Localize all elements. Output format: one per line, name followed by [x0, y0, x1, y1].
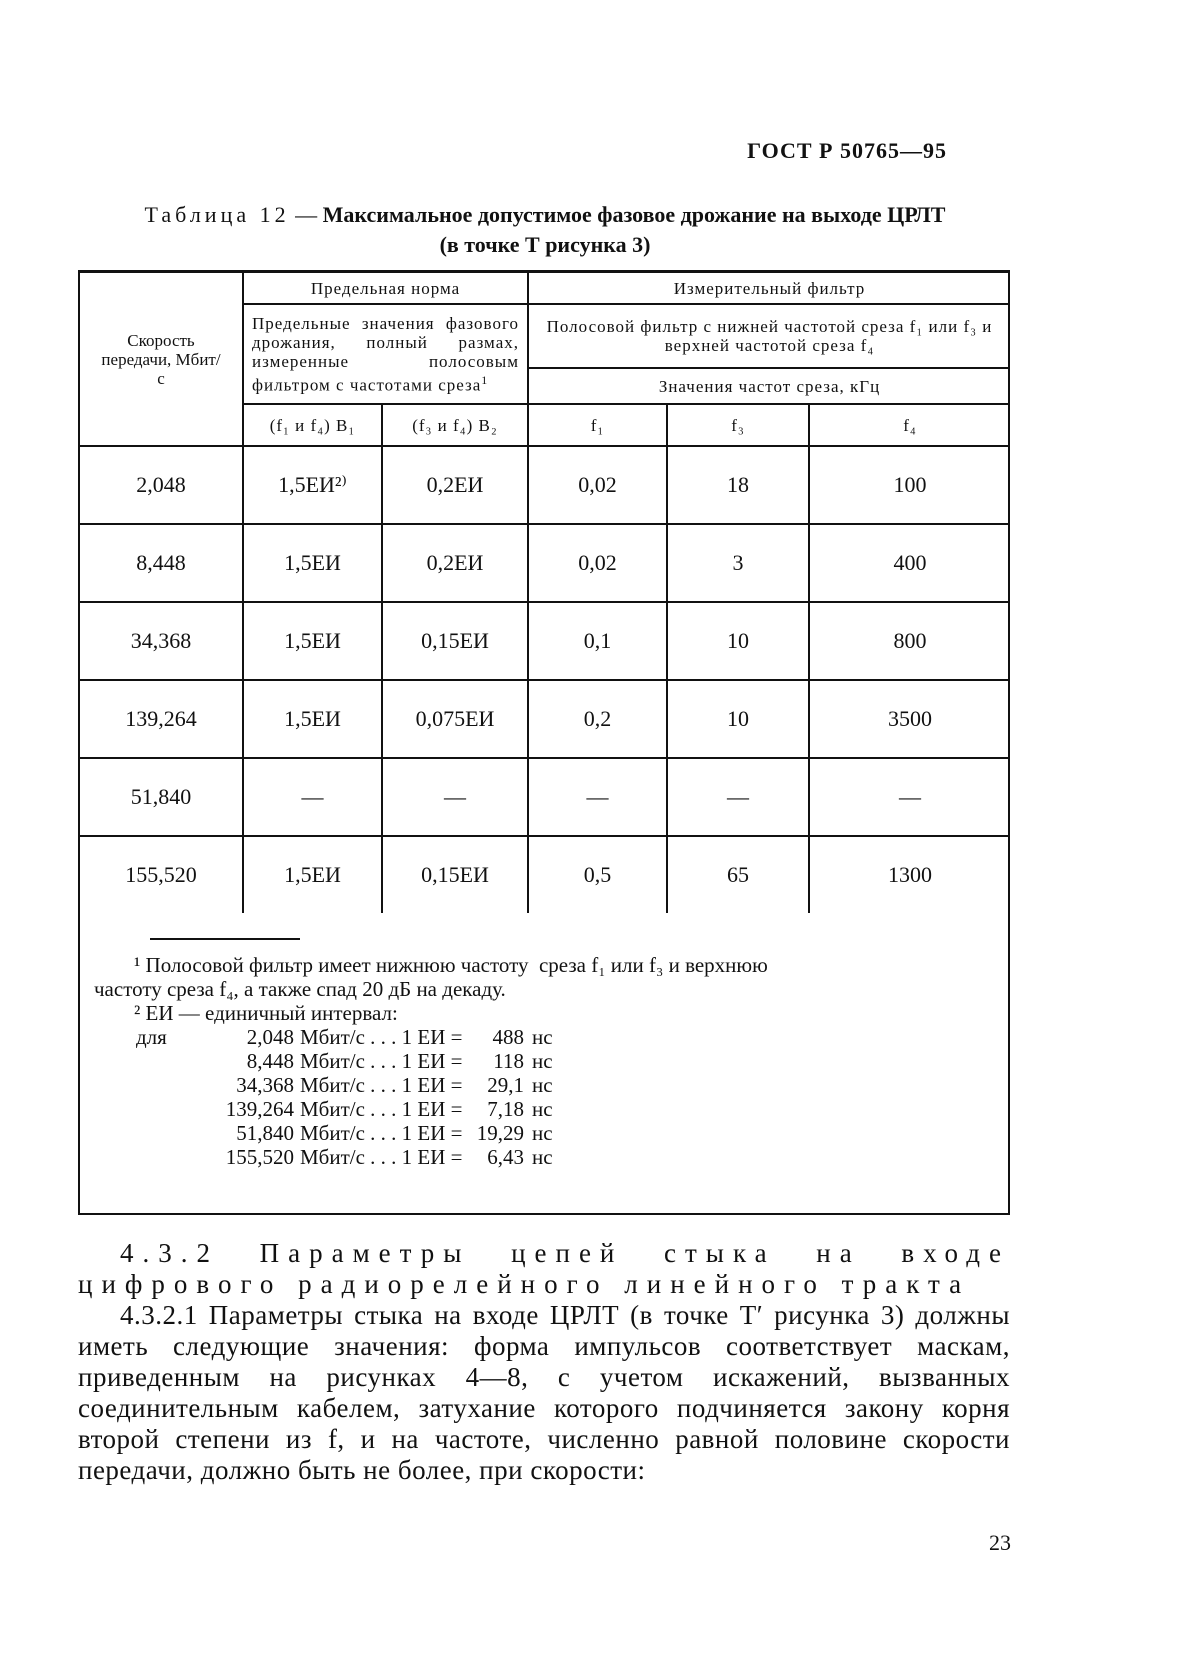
document-code: ГОСТ Р 50765—95 — [747, 138, 947, 163]
cell-b2: 0,15ЕИ — [382, 602, 528, 680]
cell-f3: 10 — [667, 680, 809, 758]
cell-b1: — — [243, 758, 382, 836]
cell-speed: 139,264 — [80, 680, 243, 758]
header-filter-desc: Полосовой фильтр с нижней частотой среза f₁ или f₃ и верхней частотой среза f₄ — [528, 304, 1010, 368]
header-limit-group: Предельная норма — [243, 273, 528, 304]
cell-f4: 800 — [809, 602, 1010, 680]
footnote-1-line-1: ¹ Полосовой фильтр имеет нижнюю частоту среза f₁ или f₃ и верхнюю — [134, 953, 768, 977]
jitter-table — [80, 273, 1010, 913]
fn-ns: нс — [532, 1121, 553, 1145]
fn-value: 6,43 — [487, 1145, 524, 1169]
footnote-row — [144, 1097, 994, 1121]
caption-title-line2: (в точке Т рисунка 3) — [439, 232, 651, 257]
cell-b1: 1,5ЕИ — [243, 836, 382, 913]
cell-f1: 0,5 — [528, 836, 667, 913]
cell-f4: 100 — [809, 446, 1010, 524]
section-heading: 4.3.2 Параметры цепей стыка на входе цифрового радиорелейного линейного тракта — [78, 1238, 1010, 1299]
fn-unit: Мбит/с . . . 1 ЕИ = — [300, 1121, 463, 1145]
fn-speed: 34,368 — [236, 1073, 294, 1097]
footnote-2-table — [136, 1025, 994, 1169]
fn-speed: 2,048 — [246, 1025, 294, 1049]
cell-f1: 0,2 — [528, 680, 667, 758]
cell-speed: 8,448 — [80, 524, 243, 602]
cell-b1: 1,5ЕИ — [243, 524, 382, 602]
footnote-row — [144, 1049, 994, 1073]
table-row — [80, 758, 1010, 836]
fn-value: 118 — [493, 1049, 524, 1073]
cell-f1: 0,02 — [528, 446, 667, 524]
cell-f1: 0,02 — [528, 524, 667, 602]
fn-unit: Мбит/с . . . 1 ЕИ = — [300, 1049, 463, 1073]
caption-prefix: Таблица 12 — [144, 202, 290, 227]
fn-unit: Мбит/с . . . 1 ЕИ = — [300, 1073, 463, 1097]
fn-unit: Мбит/с . . . 1 ЕИ = — [300, 1145, 463, 1169]
cell-b1: 1,5ЕИ²⁾ — [243, 446, 382, 524]
footnote-row — [144, 1073, 994, 1097]
cell-f3: — — [667, 758, 809, 836]
header-b2: (f₃ и f₄) B₂ — [382, 404, 528, 446]
fn-ns: нс — [532, 1025, 553, 1049]
fn-ns: нс — [532, 1145, 553, 1169]
caption-dash: — — [289, 202, 323, 227]
body-text — [78, 1238, 1010, 1486]
fn-unit: Мбит/с . . . 1 ЕИ = — [300, 1097, 463, 1121]
fn-speed: 8,448 — [246, 1049, 294, 1073]
page-number: 23 — [989, 1530, 1011, 1555]
cell-b2: 0,2ЕИ — [382, 524, 528, 602]
table-caption — [80, 200, 1010, 260]
cell-f3: 3 — [667, 524, 809, 602]
header-f4: f₄ — [809, 404, 1010, 446]
cell-b2: 0,15ЕИ — [382, 836, 528, 913]
table-row — [80, 836, 1010, 913]
cell-b2: 0,075ЕИ — [382, 680, 528, 758]
table-row — [80, 680, 1010, 758]
cell-b2: — — [382, 758, 528, 836]
table-row — [80, 602, 1010, 680]
cell-speed: 51,840 — [80, 758, 243, 836]
header-b1: (f₁ и f₄) B₁ — [243, 404, 382, 446]
footnote-divider — [150, 938, 300, 940]
cell-f4: — — [809, 758, 1010, 836]
cell-b1: 1,5ЕИ — [243, 680, 382, 758]
header-limit-desc: Предельные значения фазового дрожания, полный размах, измеренные полосовым фильтром с частотами среза$^1$ — [243, 304, 528, 404]
cell-f1: — — [528, 758, 667, 836]
cell-b1: 1,5ЕИ — [243, 602, 382, 680]
fn-ns: нс — [532, 1049, 553, 1073]
header-f1: f₁ — [528, 404, 667, 446]
cell-f3: 65 — [667, 836, 809, 913]
fn-speed: 139,264 — [225, 1097, 294, 1121]
table-row — [80, 446, 1010, 524]
footnote-2-title: ² ЕИ — единичный интервал: — [134, 1001, 398, 1025]
cell-speed: 34,368 — [80, 602, 243, 680]
table-row — [80, 524, 1010, 602]
fn-ns: нс — [532, 1073, 553, 1097]
fn-value: 7,18 — [487, 1097, 524, 1121]
footnote-1-line-2: частоту среза f₄, а также спад 20 дБ на декаду. — [94, 977, 506, 1001]
cell-f4: 400 — [809, 524, 1010, 602]
cell-speed: 2,048 — [80, 446, 243, 524]
footnote-for-label: для — [136, 1025, 167, 1049]
fn-speed: 155,520 — [225, 1145, 294, 1169]
cell-f3: 10 — [667, 602, 809, 680]
section-paragraph: 4.3.2.1 Параметры стыка на входе ЦРЛТ (в точке Т′ рисунка 3) должны иметь следующие значения: форма импульсов соответствует маскам, приведенным на рисунках 4—8, с учетом искажений, вызванных соединительным кабелем, затухание которого подчиняется закону корня второй степени из f, и на частоте, численно равной половине скорости передачи, должно быть не более, при скорости: — [78, 1300, 1010, 1485]
cell-f4: 3500 — [809, 680, 1010, 758]
header-filter-values: Значения частот среза, кГц — [528, 368, 1010, 404]
header-filter-group: Измерительный фильтр — [528, 273, 1010, 304]
header-f3: f₃ — [667, 404, 809, 446]
fn-value: 29,1 — [487, 1073, 524, 1097]
fn-value: 19,29 — [476, 1121, 524, 1145]
fn-unit: Мбит/с . . . 1 ЕИ = — [300, 1025, 463, 1049]
cell-f3: 18 — [667, 446, 809, 524]
table-frame — [78, 270, 1010, 1215]
footnote-row — [144, 1121, 994, 1145]
cell-b2: 0,2ЕИ — [382, 446, 528, 524]
footnote-row — [144, 1145, 994, 1169]
cell-f4: 1300 — [809, 836, 1010, 913]
fn-ns: нс — [532, 1097, 553, 1121]
caption-title-line1: Максимальное допустимое фазовое дрожание на выходе ЦРЛТ — [322, 202, 946, 227]
cell-f1: 0,1 — [528, 602, 667, 680]
footnote-row — [136, 1025, 994, 1049]
footnotes — [94, 953, 994, 1169]
header-speed: Скорость передачи, Мбит/с — [80, 273, 243, 446]
fn-value: 488 — [492, 1025, 524, 1049]
fn-speed: 51,840 — [236, 1121, 294, 1145]
cell-speed: 155,520 — [80, 836, 243, 913]
